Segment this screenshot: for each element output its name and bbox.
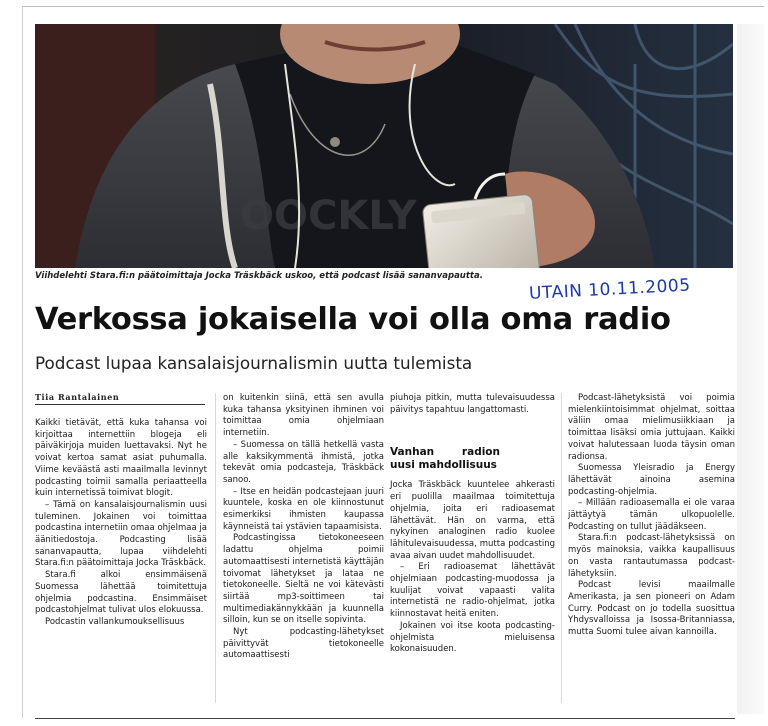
photo-illustration	[35, 24, 733, 268]
page-edge-left	[22, 6, 23, 718]
author-byline: Tiia Rantalainen	[35, 392, 205, 405]
paragraph: Stara.fi alkoi ensimmäisenä Suomessa lähettää toimitettuja ohjelmia podcastina. Ensimmäiset podcastohjelmat tulivat ulos elokuussa.	[35, 570, 207, 616]
paragraph: piuhoja pitkin, mutta tulevaisuudessa päivitys tapahtuu langattomasti.	[390, 393, 555, 415]
paragraph: – Suomessa on tällä hetkellä vasta alle kaksikymmentä ihmistä, jotka tekevät omia podcasteja, Träskbäck sanoo.	[223, 439, 384, 485]
page-edge-top	[22, 6, 764, 7]
section-subhead: Vanhan radion uusi mahdollisuus	[390, 446, 500, 472]
svg-text:OOCKLY: OOCKLY	[240, 193, 417, 239]
article-column-4	[568, 393, 735, 639]
article-subheadline: Podcast lupaa kansalaisjournalismin uutta tulemista	[35, 353, 473, 373]
column-divider	[561, 393, 562, 703]
paragraph: Jokainen voi itse koota podcasting-ohjelmista mieluisensa kokonaisuuden.	[390, 620, 555, 655]
adjacent-clipping-edge	[737, 24, 764, 714]
paragraph: – Itse en heidän podcastejaan juuri kuuntele, koska en ole kiinnostunut esimerkiksi ihmisten kaupassa käynneistä tai ystävien tapaamisista.	[223, 486, 384, 532]
article-column-1	[35, 418, 207, 629]
paragraph: on kuitenkin siinä, että sen avulla kuka tahansa yksityinen ihminen voi toimittaa omia ohjelmiaan internetiin.	[223, 393, 384, 439]
article-photo	[35, 24, 733, 268]
column-divider	[215, 393, 216, 703]
paragraph: Nyt podcasting-lähetykset päivittyvät tietokoneelle automaattisesti	[223, 627, 384, 661]
article-headline: Verkossa jokaisella voi olla oma radio	[35, 302, 671, 337]
paragraph: – Millään radioasemalla ei ole varaa jättäytyä tämän ulkopuolelle. Podcasting on tullut jäädäkseen.	[568, 498, 735, 532]
article-column-2	[223, 393, 384, 662]
paragraph: Jocka Träskbäck kuuntelee ahkerasti eri puolilla maailmaa toimitettuja ohjelmia, joita eri radioasemat lähettävät. Hän on varma, että nykyinen analoginen radio kuolee lähitulevaisuudessa, mutta podcasting avaa aivan uudet mahdollisuudet.	[390, 480, 555, 561]
paragraph: – Eri radioasemat lähettävät ohjelmiaan podcasting-muodossa ja kuulijat voivat vapaasti valita internetistä ne radio-ohjelmat, jotka kiinnostavat heitä eniten.	[390, 562, 555, 620]
paragraph: – Tämä on kansalaisjournalismin uusi tuleminen. Jokainen voi toimittaa podcastina internetiin omaa ohjelmaa ja äänitiedostoja. Podcasting lisää sananvapautta, lupaa viihdelehti Stara.fi:n päätoimittaja Jocka Träskbäck.	[35, 499, 207, 569]
paragraph: Suomessa Yleisradio ja Energy lähettävät ainoina asemina podcasting-ohjelmia.	[568, 463, 735, 497]
paragraph: Podcast levisi maailmalle Amerikasta, ja sen pioneeri on Adam Curry. Podcast on jo todella suosittua Yhdysvalloissa ja Isossa-Britanniassa, mutta Suomi tulee aivan kannoilla.	[568, 580, 735, 638]
paragraph: Stara.fi:n podcast-lähetyksissä on myös mainoksia, vaikka kaupallisuus on vasta rantautumassa podcast-lähetyksiin.	[568, 533, 735, 579]
paragraph: Podcastingissa tietokoneeseen ladattu ohjelma poimii automaattisesti internetistä käyttäjän toivomat lähetykset ja lataa ne tietokoneelle. Sieltä ne voi kätevästi siirtää mp3-soittimeen tai multimediakännykkään ja kuunnella silloin, kun se on itselle sopivinta.	[223, 533, 384, 626]
article-column-3	[390, 393, 555, 656]
paragraph: Podcastin vallankumouksellisuus	[45, 616, 185, 627]
handwritten-date-stamp: UTAIN 10.11.2005	[528, 275, 692, 304]
photo-caption: Viihdelehti Stara.fi:n päätoimittaja Jocka Träskbäck uskoo, että podcast lisää sananvapautta.	[35, 271, 483, 281]
paragraph: Kaikki tietävät, että kuka tahansa voi kirjoittaa internettiin blogeja eli päiväkirjoja muiden luettavaksi. Nyt he voivat kertoa samat asiat puhumalla. Viime keväästä asti maailmalla levinnyt podcasting toimii samalla periaatteella kuin internetissä toimivat blogit.	[35, 418, 207, 499]
paragraph: Podcast-lähetyksistä voi poimia mielenkiintoisimmat ohjelmat, soittaa väliin omaa mielimusiikkiaan ja toimittaa lisäksi omia juttujaan. Kaikki voivat halutessaan luoda täysin oman radionsa.	[568, 393, 735, 462]
bottom-rule	[35, 718, 735, 719]
